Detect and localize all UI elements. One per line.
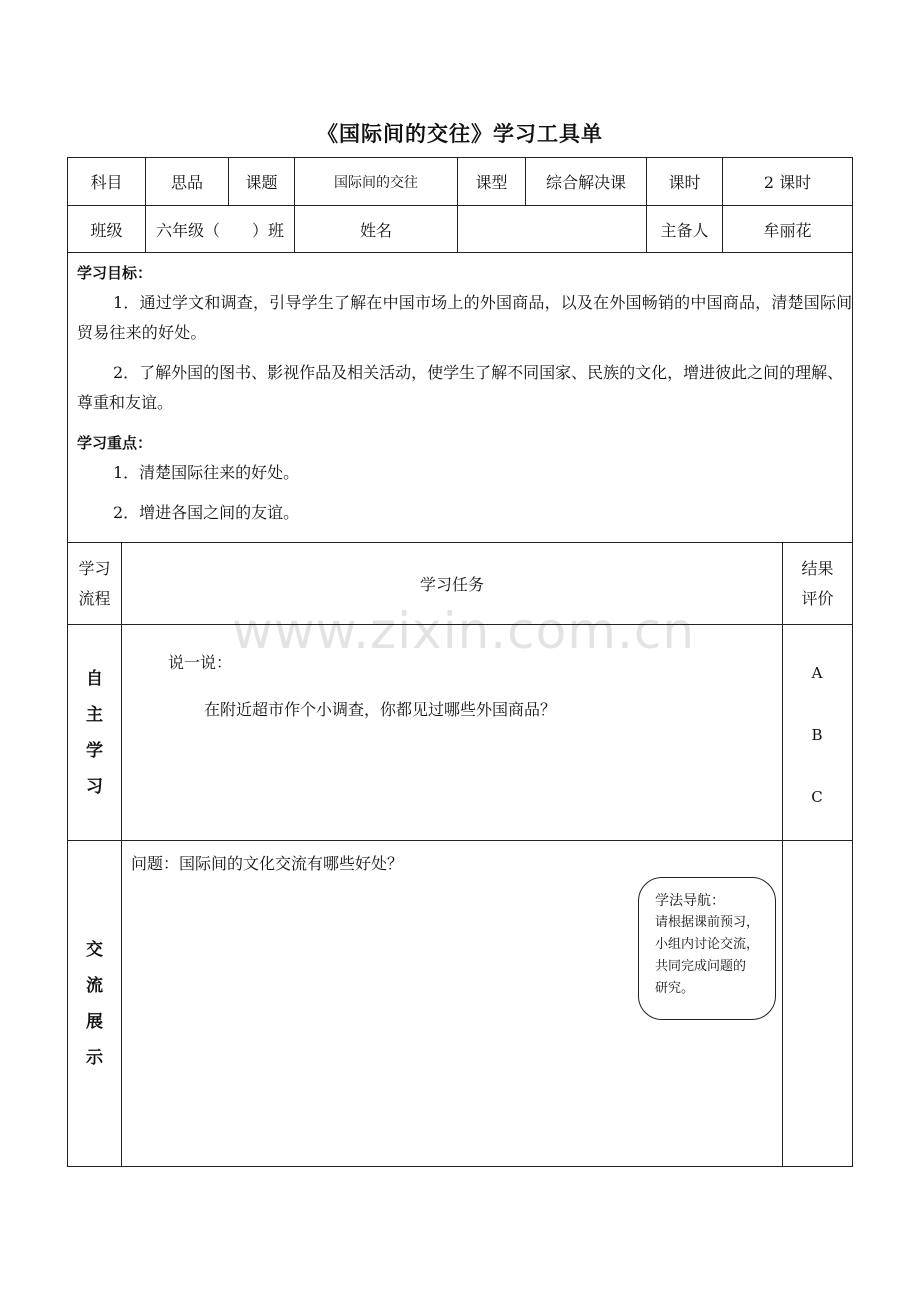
label-char: 学 (86, 740, 103, 761)
type-value: 综合解决课 (545, 173, 626, 192)
tip-line: 共同完成问题的 (655, 959, 747, 974)
row-divider (67, 840, 853, 841)
tip-line: 请根据课前预习， (655, 915, 760, 930)
flow-header (68, 543, 121, 624)
exchange-question: 问题：国际间的文化交流有哪些好处？ (131, 854, 404, 873)
tip-line: 研究。 (655, 981, 695, 996)
type-label: 课型 (475, 173, 508, 192)
row-divider (67, 252, 853, 253)
page-title: 《国际间的交往》学习工具单 (317, 122, 603, 146)
class-label: 班级 (90, 220, 123, 240)
tip-line: 小组内讨论交流， (655, 937, 760, 952)
task-header: 学习任务 (419, 575, 484, 594)
label-char: 流 (86, 975, 103, 996)
tip-title: 学法导航： (655, 893, 725, 909)
evaluation-header-line1: 结果 (801, 558, 834, 578)
col-divider (121, 542, 122, 1167)
col-divider (782, 542, 783, 1167)
topic-label: 课题 (245, 173, 278, 192)
label-char: 交 (86, 939, 103, 960)
class-value[interactable]: 六年级（ ）班 (155, 220, 284, 240)
study-tip-box (638, 877, 776, 1020)
key-points-heading: 学习重点： (77, 434, 153, 452)
evaluation-header-line2: 评价 (801, 588, 834, 608)
preparer-label: 主备人 (660, 220, 709, 240)
label-char: 习 (86, 776, 103, 797)
preparer-value: 牟丽花 (763, 220, 812, 240)
self-study-prompt: 说一说： (168, 653, 233, 672)
grade-a[interactable]: A (811, 664, 823, 682)
label-char: 展 (86, 1011, 103, 1032)
self-study-question: 在附近超市作个小调查，你都见过哪些外国商品？ (204, 700, 557, 719)
subject-label: 科目 (90, 173, 123, 192)
subject-value: 思品 (170, 173, 203, 192)
goals-heading: 学习目标： (77, 264, 153, 282)
key-point-2: 2．增进各国之间的友谊。 (113, 503, 300, 522)
topic-value: 国际间的交往 (334, 174, 418, 191)
exchange-label (68, 841, 121, 1166)
label-char: 示 (86, 1047, 103, 1068)
evaluation-header (783, 543, 852, 624)
flow-header-line2: 流程 (78, 588, 111, 608)
flow-header-line1: 学习 (78, 558, 111, 578)
hours-label: 课时 (668, 173, 701, 192)
name-field[interactable] (458, 206, 646, 252)
label-char: 自 (86, 668, 103, 689)
goal-1: 1．通过学文和调查，引导学生了解在中国市场上的外国商品，以及在外国畅销的中国商品，清楚国际间贸易往来的好处。 (77, 293, 853, 342)
hours-value: 2 课时 (763, 173, 812, 192)
goal-2: 2．了解外国的图书、影视作品及相关活动，使学生了解不同国家、民族的文化，增进彼此之间的理解、尊重和友谊。 (77, 363, 844, 412)
label-char: 主 (86, 704, 103, 725)
self-study-label (68, 625, 121, 840)
objectives-section (77, 258, 855, 528)
table-border-bottom (67, 1166, 853, 1167)
grade-b[interactable]: B (811, 726, 823, 744)
watermark: www.zixin.com.cn (232, 602, 696, 660)
grade-c[interactable]: C (811, 788, 823, 806)
name-label: 姓名 (359, 220, 392, 240)
key-point-1: 1．清楚国际往来的好处。 (113, 463, 300, 482)
